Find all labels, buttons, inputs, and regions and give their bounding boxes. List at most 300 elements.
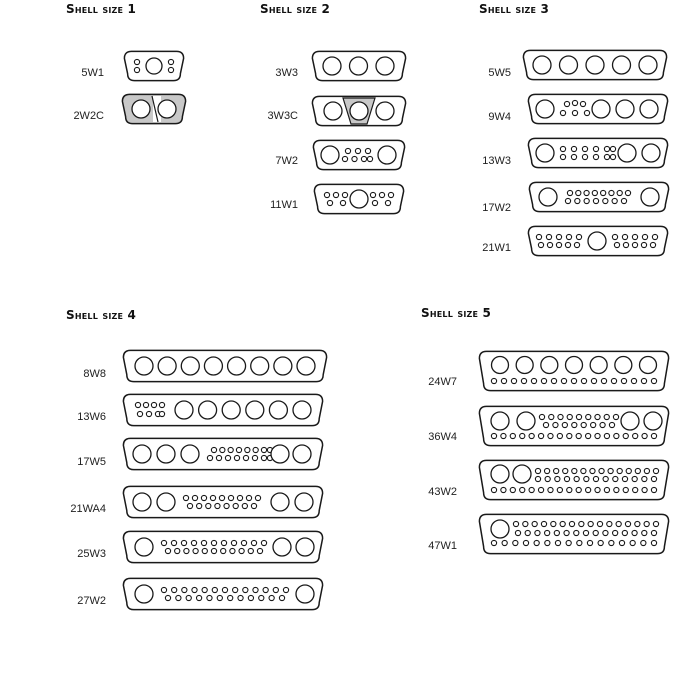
signal-pin — [591, 422, 596, 427]
signal-pin — [584, 110, 589, 115]
shell-outline — [123, 486, 322, 517]
signal-pin — [597, 521, 602, 526]
power-contact — [295, 493, 313, 511]
connector-label: 21WA4 — [70, 503, 106, 515]
signal-pin — [548, 487, 553, 492]
signal-pin — [593, 146, 598, 151]
power-contact — [491, 412, 509, 430]
signal-pin — [576, 190, 581, 195]
signal-pin — [137, 411, 142, 416]
connector-shell — [122, 577, 324, 611]
signal-pin — [531, 378, 536, 383]
signal-pin — [491, 540, 496, 545]
signal-pin — [501, 487, 506, 492]
signal-pin — [633, 487, 638, 492]
signal-pin — [549, 414, 554, 419]
connector-label: 17W2 — [482, 202, 511, 214]
signal-pin — [520, 487, 525, 492]
signal-pin — [622, 476, 627, 481]
connector-shell — [478, 350, 670, 392]
power-contact — [133, 493, 151, 511]
power-contact — [271, 445, 289, 463]
signal-pin — [609, 540, 614, 545]
power-contact — [246, 401, 264, 419]
power-contact — [146, 58, 162, 74]
signal-pin — [183, 495, 188, 500]
power-contact — [181, 445, 199, 463]
signal-pin — [603, 198, 608, 203]
connector-label: 24W7 — [428, 376, 457, 388]
signal-pin — [525, 530, 530, 535]
signal-pin — [611, 378, 616, 383]
signal-pin — [243, 587, 248, 592]
signal-pin — [572, 110, 577, 115]
signal-pin — [263, 587, 268, 592]
power-contact — [269, 401, 287, 419]
power-contact — [274, 357, 292, 375]
signal-pin — [612, 234, 617, 239]
signal-pin — [587, 540, 592, 545]
signal-pin — [191, 540, 196, 545]
signal-pin — [560, 146, 565, 151]
shell-size-4-title: Shell size 4 — [66, 308, 137, 322]
shell-size-3-title: Shell size 3 — [479, 2, 550, 16]
signal-pin — [225, 455, 230, 460]
signal-pin — [651, 378, 656, 383]
signal-pin — [491, 378, 496, 383]
signal-pin — [361, 156, 366, 161]
power-contact — [376, 102, 394, 120]
connector-label: 3W3 — [275, 67, 298, 79]
signal-pin — [161, 587, 166, 592]
power-contact — [323, 57, 341, 75]
signal-pin — [187, 503, 192, 508]
signal-pin — [521, 378, 526, 383]
power-contact — [293, 401, 311, 419]
power-contact — [157, 493, 175, 511]
signal-pin — [613, 476, 618, 481]
signal-pin — [558, 414, 563, 419]
signal-pin — [613, 530, 618, 535]
signal-pin — [560, 154, 565, 159]
power-contact — [641, 188, 659, 206]
signal-pin — [151, 402, 156, 407]
signal-pin — [221, 548, 226, 553]
signal-pin — [586, 433, 591, 438]
signal-pin — [610, 146, 615, 151]
signal-pin — [536, 234, 541, 239]
power-contact — [491, 520, 509, 538]
signal-pin — [219, 495, 224, 500]
signal-pin — [567, 190, 572, 195]
signal-pin — [159, 402, 164, 407]
power-contact — [536, 144, 554, 162]
signal-pin — [538, 487, 543, 492]
signal-pin — [630, 540, 635, 545]
signal-pin — [342, 192, 347, 197]
signal-pin — [168, 67, 173, 72]
signal-pin — [535, 476, 540, 481]
signal-pin — [556, 242, 561, 247]
signal-pin — [192, 495, 197, 500]
connector-label: 13W6 — [77, 411, 106, 423]
power-contact — [590, 357, 607, 374]
signal-pin — [603, 476, 608, 481]
signal-pin — [324, 192, 329, 197]
signal-pin — [245, 447, 250, 452]
signal-pin — [631, 378, 636, 383]
signal-pin — [623, 242, 628, 247]
signal-pin — [614, 242, 619, 247]
signal-pin — [548, 433, 553, 438]
signal-pin — [562, 422, 567, 427]
connector-label: 25W3 — [77, 548, 106, 560]
power-contact — [273, 538, 291, 556]
signal-pin — [576, 234, 581, 239]
signal-pin — [572, 468, 577, 473]
signal-pin — [253, 587, 258, 592]
signal-pin — [239, 548, 244, 553]
signal-pin — [565, 198, 570, 203]
signal-pin — [616, 521, 621, 526]
connector-shell — [122, 393, 324, 427]
power-contact — [321, 146, 339, 164]
connector-shell — [478, 513, 670, 555]
signal-pin — [224, 503, 229, 508]
signal-pin — [560, 110, 565, 115]
connector-label: 9W4 — [488, 111, 511, 123]
signal-pin — [591, 378, 596, 383]
signal-pin — [554, 468, 559, 473]
signal-pin — [560, 521, 565, 526]
signal-pin — [651, 433, 656, 438]
signal-pin — [632, 242, 637, 247]
signal-pin — [355, 148, 360, 153]
signal-pin — [259, 595, 264, 600]
signal-pin — [261, 540, 266, 545]
signal-pin — [182, 587, 187, 592]
signal-pin — [273, 587, 278, 592]
power-contact — [492, 357, 509, 374]
signal-pin — [181, 540, 186, 545]
signal-pin — [575, 198, 580, 203]
power-contact — [297, 357, 315, 375]
signal-pin — [543, 422, 548, 427]
power-contact — [158, 100, 176, 118]
signal-pin — [279, 595, 284, 600]
signal-pin — [210, 495, 215, 500]
signal-pin — [626, 468, 631, 473]
connector-label: 8W8 — [83, 368, 106, 380]
signal-pin — [651, 476, 656, 481]
signal-pin — [641, 378, 646, 383]
signal-pin — [554, 530, 559, 535]
connector-shell — [313, 183, 405, 215]
signal-pin — [176, 595, 181, 600]
signal-pin — [146, 411, 151, 416]
signal-pin — [593, 198, 598, 203]
signal-pin — [653, 468, 658, 473]
signal-pin — [632, 476, 637, 481]
connector-label: 5W1 — [81, 67, 104, 79]
signal-pin — [588, 521, 593, 526]
signal-pin — [642, 487, 647, 492]
power-contact — [135, 585, 153, 603]
signal-pin — [584, 190, 589, 195]
power-contact — [642, 144, 660, 162]
power-contact — [539, 188, 557, 206]
connector-label: 43W2 — [428, 486, 457, 498]
power-contact — [135, 357, 153, 375]
signal-pin — [372, 200, 377, 205]
signal-pin — [557, 433, 562, 438]
signal-pin — [212, 587, 217, 592]
power-contact — [592, 100, 610, 118]
signal-pin — [576, 487, 581, 492]
power-contact — [222, 401, 240, 419]
signal-pin — [340, 200, 345, 205]
power-contact — [271, 493, 289, 511]
signal-pin — [221, 540, 226, 545]
power-contact — [566, 357, 583, 374]
signal-pin — [201, 540, 206, 545]
signal-pin — [576, 414, 581, 419]
signal-pin — [228, 447, 233, 452]
power-contact — [293, 445, 311, 463]
power-contact — [204, 357, 222, 375]
shell-size-2-title: Shell size 2 — [260, 2, 331, 16]
power-contact — [588, 232, 606, 250]
signal-pin — [237, 495, 242, 500]
signal-pin — [217, 595, 222, 600]
signal-pin — [641, 242, 646, 247]
signal-pin — [523, 540, 528, 545]
signal-pin — [572, 100, 577, 105]
signal-pin — [644, 468, 649, 473]
signal-pin — [621, 378, 626, 383]
signal-pin — [651, 530, 656, 535]
signal-pin — [564, 530, 569, 535]
signal-pin — [513, 521, 518, 526]
signal-pin — [234, 455, 239, 460]
connector-shell — [311, 95, 407, 127]
signal-pin — [551, 378, 556, 383]
signal-pin — [143, 402, 148, 407]
signal-pin — [604, 414, 609, 419]
signal-pin — [579, 521, 584, 526]
signal-pin — [222, 587, 227, 592]
signal-pin — [539, 414, 544, 419]
signal-pin — [491, 433, 496, 438]
signal-pin — [641, 540, 646, 545]
power-contact — [613, 56, 631, 74]
signal-pin — [593, 530, 598, 535]
power-contact — [586, 56, 604, 74]
power-contact — [513, 465, 531, 483]
signal-pin — [563, 468, 568, 473]
signal-pin — [635, 468, 640, 473]
power-contact — [199, 401, 217, 419]
shell-size-5-title: Shell size 5 — [421, 306, 492, 320]
signal-pin — [599, 468, 604, 473]
signal-pin — [567, 433, 572, 438]
power-contact — [616, 100, 634, 118]
signal-pin — [165, 548, 170, 553]
signal-pin — [261, 447, 266, 452]
power-contact — [350, 190, 368, 208]
signal-pin — [609, 422, 614, 427]
signal-pin — [574, 476, 579, 481]
signal-pin — [595, 433, 600, 438]
signal-pin — [202, 587, 207, 592]
signal-pin — [555, 540, 560, 545]
connector-shell — [121, 93, 187, 125]
signal-pin — [567, 414, 572, 419]
signal-pin — [197, 503, 202, 508]
signal-pin — [171, 540, 176, 545]
signal-pin — [502, 540, 507, 545]
signal-pin — [600, 422, 605, 427]
signal-pin — [547, 242, 552, 247]
signal-pin — [211, 548, 216, 553]
signal-pin — [532, 521, 537, 526]
signal-pin — [161, 540, 166, 545]
power-contact — [296, 538, 314, 556]
connector-shell — [312, 139, 406, 171]
signal-pin — [581, 468, 586, 473]
signal-pin — [614, 487, 619, 492]
signal-pin — [582, 146, 587, 151]
signal-pin — [242, 503, 247, 508]
signal-pin — [236, 447, 241, 452]
signal-pin — [604, 146, 609, 151]
signal-pin — [571, 146, 576, 151]
signal-pin — [545, 540, 550, 545]
power-contact — [228, 357, 246, 375]
signal-pin — [501, 378, 506, 383]
signal-pin — [608, 468, 613, 473]
signal-pin — [159, 411, 164, 416]
signal-pin — [574, 530, 579, 535]
signal-pin — [592, 190, 597, 195]
power-contact — [181, 357, 199, 375]
signal-pin — [201, 495, 206, 500]
signal-pin — [651, 540, 656, 545]
connector-shell — [527, 137, 669, 169]
signal-pin — [642, 530, 647, 535]
signal-pin — [584, 198, 589, 203]
power-contact — [378, 146, 396, 164]
connector-label: 11W1 — [270, 199, 298, 211]
signal-pin — [567, 487, 572, 492]
signal-pin — [251, 540, 256, 545]
signal-pin — [541, 378, 546, 383]
signal-pin — [206, 503, 211, 508]
connector-shell — [122, 485, 324, 519]
signal-pin — [604, 487, 609, 492]
signal-pin — [207, 595, 212, 600]
signal-pin — [642, 476, 647, 481]
signal-pin — [228, 595, 233, 600]
signal-pin — [233, 587, 238, 592]
signal-pin — [535, 530, 540, 535]
power-contact — [350, 57, 368, 75]
signal-pin — [582, 154, 587, 159]
signal-pin — [621, 198, 626, 203]
signal-pin — [581, 378, 586, 383]
signal-pin — [601, 378, 606, 383]
connector-label: 47W1 — [428, 540, 457, 552]
connector-shell — [527, 93, 669, 125]
signal-pin — [196, 595, 201, 600]
signal-pin — [565, 242, 570, 247]
signal-pin — [246, 495, 251, 500]
power-contact — [133, 445, 151, 463]
connector-shell — [527, 225, 669, 257]
signal-pin — [388, 192, 393, 197]
signal-pin — [625, 190, 630, 195]
signal-pin — [134, 59, 139, 64]
signal-pin — [577, 540, 582, 545]
shell-size-1-title: Shell size 1 — [66, 2, 137, 16]
signal-pin — [614, 433, 619, 438]
signal-pin — [644, 521, 649, 526]
signal-pin — [566, 540, 571, 545]
signal-pin — [510, 433, 515, 438]
signal-pin — [607, 521, 612, 526]
signal-pin — [574, 242, 579, 247]
signal-pin — [216, 455, 221, 460]
signal-pin — [538, 433, 543, 438]
signal-pin — [255, 495, 260, 500]
signal-pin — [571, 154, 576, 159]
connector-label: 5W5 — [488, 67, 511, 79]
power-contact — [640, 357, 657, 374]
shell-outline — [123, 350, 326, 381]
signal-pin — [604, 154, 609, 159]
signal-pin — [168, 59, 173, 64]
power-contact — [132, 100, 150, 118]
signal-pin — [523, 521, 528, 526]
signal-pin — [610, 154, 615, 159]
signal-pin — [165, 595, 170, 600]
signal-pin — [252, 455, 257, 460]
signal-pin — [192, 587, 197, 592]
connector-label: 17W5 — [77, 456, 106, 468]
connector-label: 7W2 — [275, 155, 298, 167]
signal-pin — [541, 521, 546, 526]
signal-pin — [207, 455, 212, 460]
signal-pin — [220, 447, 225, 452]
signal-pin — [342, 156, 347, 161]
signal-pin — [327, 200, 332, 205]
signal-pin — [248, 548, 253, 553]
signal-pin — [202, 548, 207, 553]
signal-pin — [520, 433, 525, 438]
connector-label: 27W2 — [77, 595, 106, 607]
signal-pin — [651, 487, 656, 492]
signal-pin — [617, 468, 622, 473]
signal-pin — [184, 548, 189, 553]
connector-label: 36W4 — [428, 431, 457, 443]
signal-pin — [622, 530, 627, 535]
signal-pin — [632, 530, 637, 535]
signal-pin — [593, 154, 598, 159]
signal-pin — [283, 587, 288, 592]
power-contact — [157, 445, 175, 463]
signal-pin — [583, 530, 588, 535]
connector-shell — [123, 50, 185, 82]
